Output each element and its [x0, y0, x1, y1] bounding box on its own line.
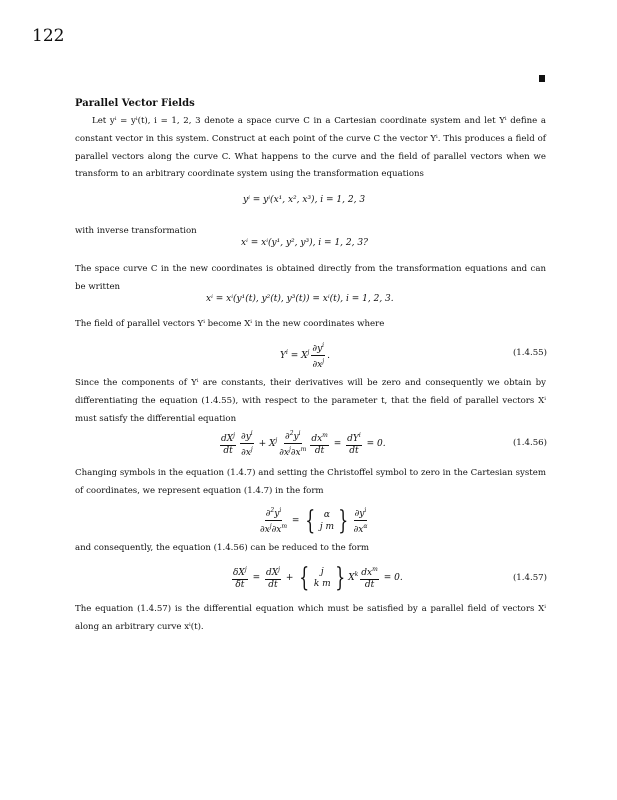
- paragraph-conclusion: The equation (1.4.57) is the differential equation which must be satisfied by a parallel field of vectors Xⁱ along an arbitrary curve xⁱ(t).: [75, 604, 546, 632]
- equation-label-1-4-55: (1.4.55): [512, 348, 547, 358]
- end-of-proof-mark: [539, 75, 545, 82]
- paragraph-christoffel: Changing symbols in the equation (1.4.7) and setting the Christoffel symbol to zero in the Cartesian system of coordinates, we represent equation (1.4.7) in the form: [75, 468, 546, 496]
- equation-inverse: xⁱ = xⁱ(y¹, y², y³), i = 1, 2, 3?: [241, 238, 368, 248]
- equation-curve: xⁱ = xⁱ(y¹(t), y²(t), y³(t)) = xⁱ(t), i = 1, 2, 3.: [206, 294, 394, 304]
- equation-1-4-56: $\frac{dX^j}{dt}$ $\frac{\partial y^i}{\partial x^j}$ + $X^j$ $\frac{\partial^2y^i}{\partial x^j\partial x^m}$ $\frac{dx^m}{dt}$ = $\frac{dY^i}{dt}$ = 0.: [221, 430, 386, 458]
- paragraph-reduced: and consequently, the equation (1.4.56) can be reduced to the form: [75, 543, 370, 553]
- page-number: 122: [32, 26, 65, 46]
- paragraph-inverse: with inverse transformation: [75, 226, 197, 236]
- paragraph-derivation: Since the components of Yⁱ are constants, their derivatives will be zero and consequently we obtain by differentiating the equation (1.4.55), with respect to the parameter t, that the field of parallel vectors Xⁱ must satisfy the differential equation: [75, 378, 546, 424]
- equation-label-1-4-56: (1.4.56): [512, 438, 547, 448]
- equation-1-4-57: $\frac{\delta X^j}{\delta t}$ = $\frac{dX^j}{dt}$ + { j k m } $X^k$ $\frac{dx^m}{dt}$ = 0.: [233, 562, 403, 593]
- equation-label-1-4-57: (1.4.57): [512, 573, 547, 583]
- paragraph-intro: Let yⁱ = yⁱ(t), i = 1, 2, 3 denote a space curve C in a Cartesian coordinate system and let Yⁱ define a constant vector in this system. Construct at each point of the curve C the vector Yⁱ. This produces a field of parallel vectors along the curve C. What happens to the curve and the field of parallel vectors when we transform to an arbitrary coordinate system using the transformation equations: [75, 116, 546, 180]
- equation-1-4-55: $Y^i = X^j$ $\frac{\partial y^i}{\partial x^j}$ .: [280, 342, 330, 370]
- paragraph-curve: The space curve C in the new coordinates is obtained directly from the transformation equations and can be written: [75, 264, 546, 292]
- section-title: Parallel Vector Fields: [75, 98, 195, 109]
- paragraph-field: The field of parallel vectors Yⁱ become Xⁱ in the new coordinates where: [75, 319, 385, 329]
- equation-transformation: yⁱ = yⁱ(x¹, x², x³), i = 1, 2, 3: [243, 195, 366, 205]
- equation-christoffel: $\frac{\partial^2y^i}{\partial x^j\partial x^m}$ = { α j m } $\frac{\partial y^i}{\partial x^\alpha}$: [260, 505, 368, 536]
